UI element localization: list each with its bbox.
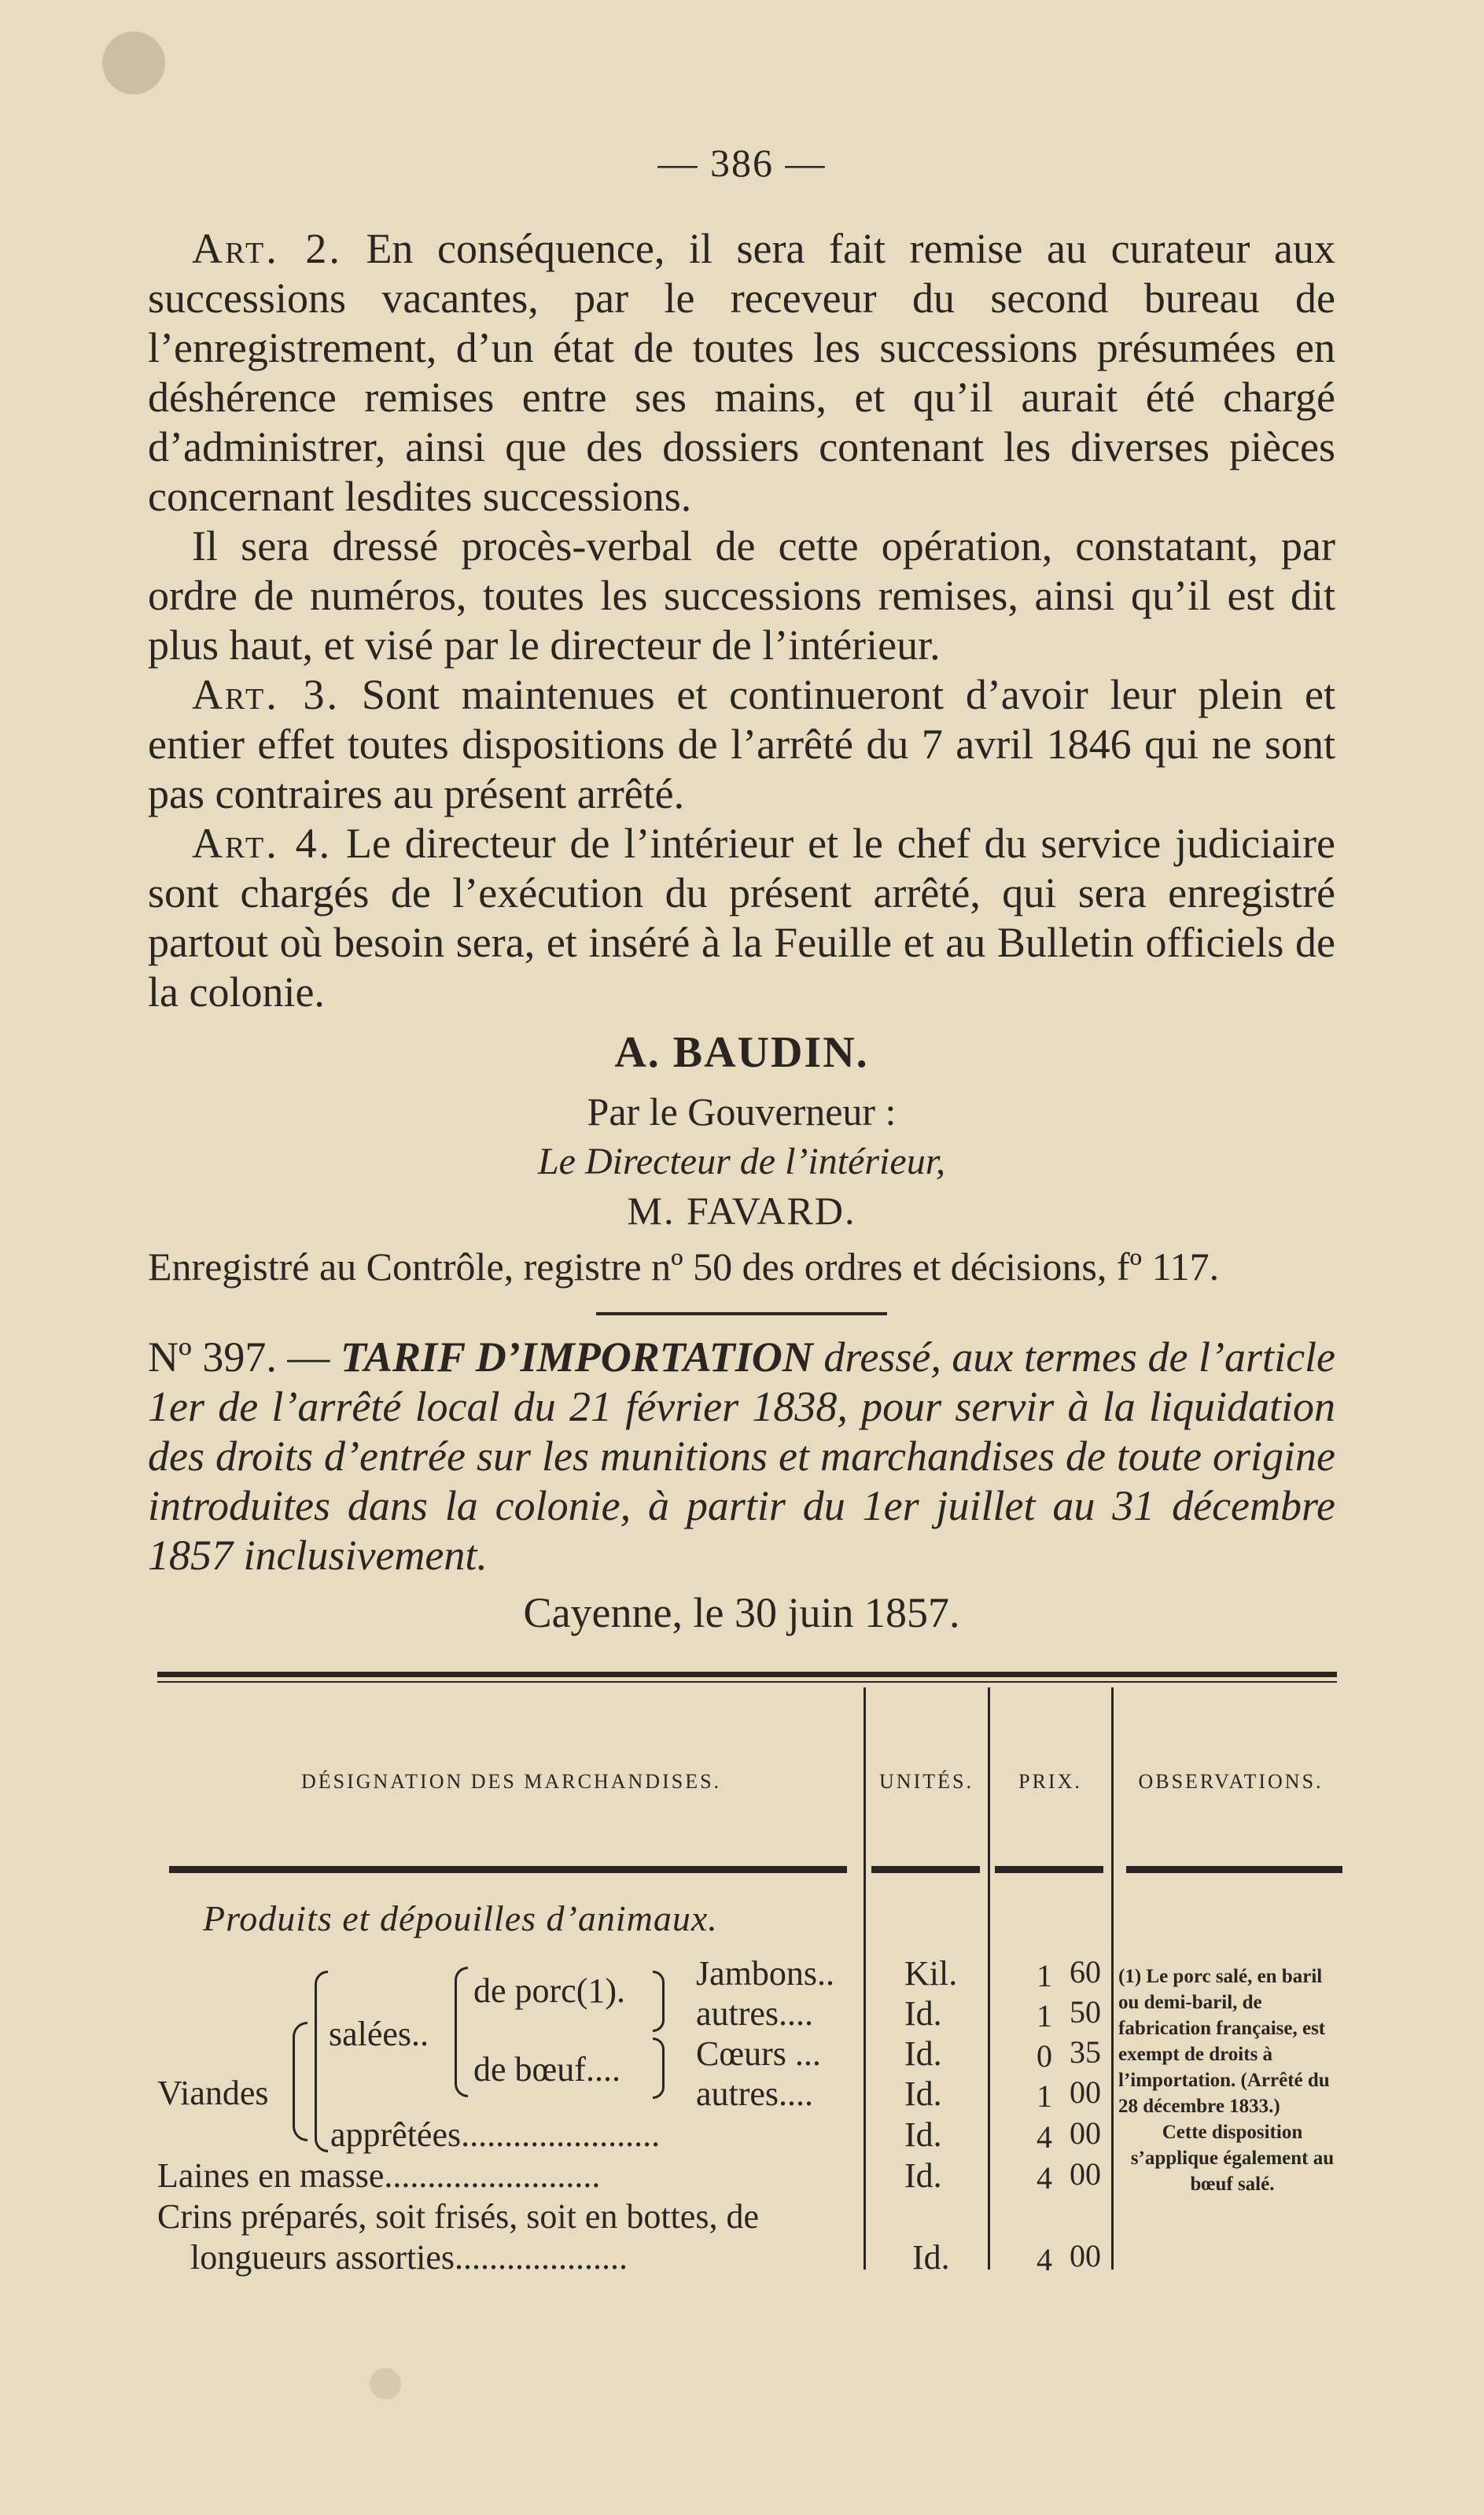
section-divider [596, 1312, 887, 1315]
table-top-rule-thin [157, 1681, 1337, 1683]
page-stain [370, 2368, 401, 2399]
article-text: Le directeur de l’intérieur et le chef du service judiciaire sont chargés de l’exécution du présent arrêté, qui sera enregistré partout où besoin sera, et inséré à la Feuille et au Bulletin officiels de la colonie. [148, 820, 1335, 1016]
brace-viandes [303, 2014, 315, 2140]
signature-name: A. BAUDIN. [614, 1028, 869, 1077]
page-number: — 386 — [657, 141, 827, 185]
label-autres-2: autres.... [696, 2074, 814, 2113]
header-unites: UNITÉS. [879, 1770, 974, 1793]
header-designation: DÉSIGNATION DES MARCHANDISES. [300, 1770, 722, 1793]
registration-note: Enregistré au Contrôle, registre nº 50 des ordres et décisions, fº 117. [148, 1245, 1220, 1289]
table-unit: Id. [912, 2238, 950, 2277]
observations-note [1118, 1964, 1346, 2197]
table-price-centimes: 00 [1070, 2156, 1101, 2192]
label-viandes: Viandes [157, 2074, 269, 2112]
table-top-rule [157, 1672, 1337, 1677]
table-unit: Id. [904, 1994, 942, 2033]
observation-extension: Cette disposition s’applique également au bœuf salé. [1130, 2122, 1335, 2195]
table-price-centimes: 35 [1070, 2034, 1101, 2070]
table-price-francs: 1 [1037, 2078, 1052, 2114]
table-price-francs: 0 [1037, 2038, 1052, 2074]
article-3 [148, 670, 1335, 819]
brace-porc-boeuf [455, 1967, 468, 2097]
table-unit: Id. [904, 2074, 942, 2113]
table-unit: Id. [904, 2115, 942, 2154]
label-salees: salées.. [329, 2015, 429, 2053]
table-price-francs: 4 [1037, 2160, 1052, 2196]
header-rule [1126, 1866, 1342, 1873]
header-rule [871, 1866, 980, 1873]
label-autres-1: autres.... [696, 1994, 814, 2033]
article-label: Art. 4. [192, 820, 333, 867]
label-jambons: Jambons.. [696, 1954, 834, 1993]
decree-date: Cayenne, le 30 juin 1857. [523, 1589, 960, 1636]
page-stain [102, 31, 165, 94]
brace-appretees [315, 1971, 328, 2152]
signature-role: Le Directeur de l’intérieur, [537, 1141, 946, 1182]
brace-porc [653, 1971, 665, 2032]
signature-par: Par le Gouverneur : [587, 1090, 897, 1134]
signature-signer: M. FAVARD. [627, 1189, 856, 1233]
table-unit: Id. [904, 2034, 942, 2073]
label-crins-1: Crins préparés, soit frisés, soit en bottes, de [157, 2197, 759, 2236]
decree-heading [148, 1333, 1335, 1580]
paragraph-proces-verbal: Il sera dressé procès-verbal de cette opération, constatant, par ordre de numéros, toutes les successions remises, ainsi qu’il est dit plus haut, et visé par le directeur de l’intérieur. [148, 522, 1335, 669]
table-price-centimes: 50 [1070, 1994, 1101, 2030]
label-de-porc: de porc(1). [473, 1971, 626, 2010]
body-text [148, 224, 1335, 1680]
label-appretees: apprêtées....................... [330, 2115, 661, 2154]
header-rule [169, 1866, 847, 1873]
section-heading: Produits et dépouilles d’animaux. [203, 1898, 718, 1938]
table-price-centimes: 00 [1070, 2238, 1101, 2273]
article-label: Art. 2. [192, 225, 342, 272]
decree-text: dressé, aux termes de l’article 1er de l’arrêté local du 21 février 1838, pour servir à la liquidation des droits d’entrée sur les munitions et marchandises de toute origine introduites dans la colonie, à partir du 1er juillet au 31 décembre 1857 inclusivement. [148, 1333, 1336, 1579]
article-label: Art. 3. [192, 671, 341, 718]
label-laines: Laines en masse......................... [157, 2156, 601, 2195]
table-price-centimes: 00 [1070, 2115, 1101, 2151]
label-de-boeuf: de bœuf.... [473, 2050, 620, 2089]
article-4 [148, 819, 1335, 1017]
observation-footnote: (1) Le porc salé, en baril ou demi-baril, de fabrication française, est exempt de droits à l’importation. (Arrêté du 28 décembre 1833.) [1118, 1966, 1330, 2117]
label-crins-2: longueurs assorties.................... [190, 2238, 628, 2277]
table-price-francs: 1 [1037, 1998, 1052, 2034]
decree-title: TARIF D’IMPORTATION [341, 1333, 813, 1381]
article-2 [148, 224, 1335, 522]
brace-boeuf [653, 2037, 665, 2099]
table-unit: Kil. [904, 1954, 958, 1993]
article-text: En conséquence, il sera fait remise au curateur aux successions vacantes, par le receveur du second bureau de l’enregistrement, d’un état de toutes les successions présumées en déshérence remises entre ses mains, et qu’il aurait été chargé d’administrer, ainsi que des dossiers contenant les diverses pièces concernant lesdites successions. [148, 225, 1336, 520]
table-price-francs: 1 [1037, 1958, 1052, 1993]
table-price-francs: 4 [1037, 2119, 1052, 2155]
table-unit: Id. [904, 2156, 942, 2195]
label-coeurs: Cœurs ... [696, 2034, 821, 2073]
table-price-centimes: 00 [1070, 2074, 1101, 2110]
header-observations: OBSERVATIONS. [1138, 1770, 1324, 1793]
header-prix: PRIX. [1018, 1770, 1082, 1793]
table-price-centimes: 60 [1070, 1954, 1101, 1990]
header-rule [995, 1866, 1103, 1873]
decree-number: Nº 397. — [148, 1333, 330, 1381]
article-text: Sont maintenues et continueront d’avoir leur plein et entier effet toutes dispositions de l’arrêté du 7 avril 1846 qui ne sont pas contraires au présent arrêté. [148, 671, 1335, 817]
table-price-francs: 4 [1037, 2242, 1052, 2277]
